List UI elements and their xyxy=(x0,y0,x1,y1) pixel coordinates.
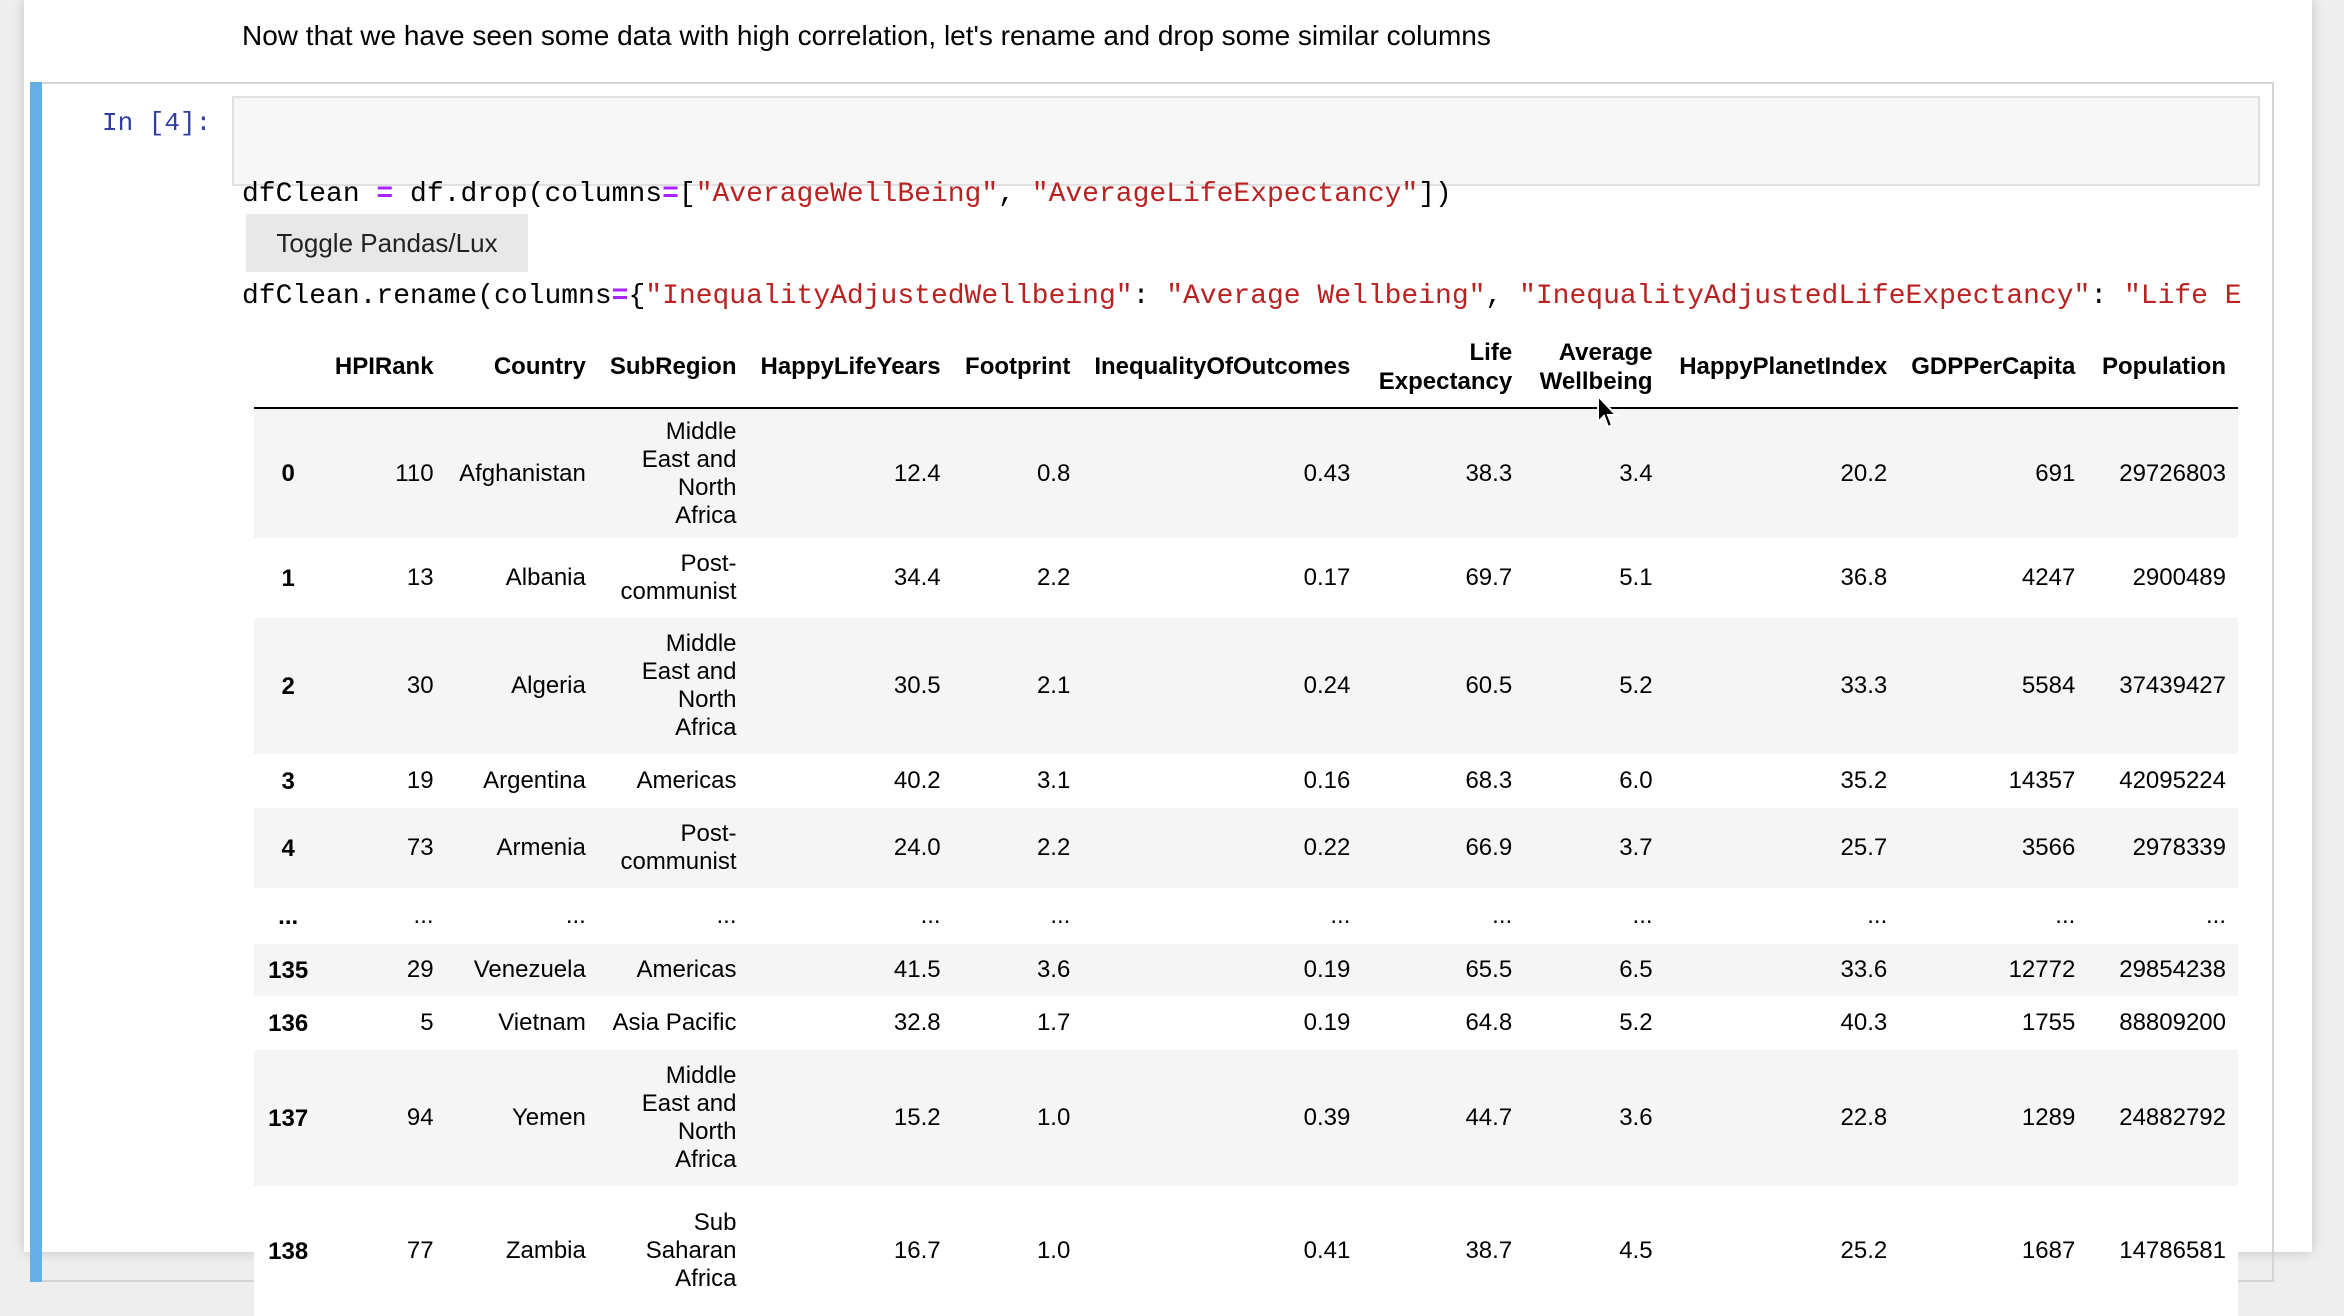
table-cell: Zambia xyxy=(505,1237,586,1264)
markdown-cell-text: Now that we have seen some data with high correlation, let's rename and drop some similar columns xyxy=(242,20,1491,51)
selected-cell-indicator xyxy=(30,82,42,1282)
table-cell: Post- communist xyxy=(620,550,737,605)
table-cell: 1.0 xyxy=(1036,1237,1071,1264)
header-row xyxy=(254,326,2238,408)
table-cell: 3.7 xyxy=(1619,834,1653,861)
table-cell: 3.4 xyxy=(1619,459,1653,487)
code-token: , xyxy=(998,179,1032,210)
table-cell: Post- communist xyxy=(620,820,737,875)
table-cell: 3566 xyxy=(2021,834,2076,861)
table-cell: 44.7 xyxy=(1465,1104,1513,1131)
table-cell: 33.3 xyxy=(1840,672,1888,699)
table-cell: 40.3 xyxy=(1840,1009,1888,1036)
table-cell: 2.2 xyxy=(1036,564,1071,591)
table-cell: Americas xyxy=(636,767,737,794)
table-cell: 0.19 xyxy=(1303,1009,1351,1036)
code-token: dfClean.rename(columns xyxy=(242,281,612,312)
code-string-token: "Life E xyxy=(2123,281,2242,312)
column-header: Country xyxy=(446,326,598,408)
table-row xyxy=(254,754,2238,808)
code-string-token: "AverageLifeExpectancy" xyxy=(1031,179,1419,210)
table-cell: 16.7 xyxy=(893,1237,941,1264)
table-cell: 29726803 xyxy=(2119,459,2226,487)
table-row xyxy=(254,1050,2238,1186)
table-cell: 2.1 xyxy=(1036,672,1071,699)
table-cell: 4247 xyxy=(2021,564,2076,591)
table-cell: Yemen xyxy=(512,1104,586,1131)
table-cell: 36.8 xyxy=(1840,564,1888,591)
table-cell: 0.43 xyxy=(1303,459,1351,487)
code-string-token: "Average Wellbeing" xyxy=(1166,281,1486,312)
table-cell: 1.7 xyxy=(1036,1009,1071,1036)
table-cell: 6.5 xyxy=(1619,956,1653,983)
table-cell: 4.5 xyxy=(1619,1237,1653,1264)
column-header: Population xyxy=(2087,326,2238,408)
table-cell: 12.4 xyxy=(893,459,941,487)
row-index: 137 xyxy=(268,1104,309,1132)
table-cell: 35.2 xyxy=(1840,767,1888,794)
table-cell: 38.7 xyxy=(1465,1237,1513,1264)
table-cell: 30.5 xyxy=(893,672,941,699)
column-header: Average Wellbeing xyxy=(1524,326,1664,408)
table-cell: 2978339 xyxy=(2132,834,2226,861)
table-cell: ... xyxy=(1867,902,1888,929)
table-cell: 691 xyxy=(2035,459,2076,487)
table-cell: 5.2 xyxy=(1619,1009,1653,1036)
table-cell: ... xyxy=(716,902,737,929)
table-cell: ... xyxy=(1632,902,1653,929)
table-cell: 110 xyxy=(395,459,434,487)
table-cell: 0.22 xyxy=(1303,834,1351,861)
table-cell: 0.39 xyxy=(1303,1104,1351,1131)
table-cell: 0.8 xyxy=(1036,459,1071,487)
input-prompt: In [4]: xyxy=(102,108,212,138)
table-header xyxy=(254,326,2238,408)
table-cell: 41.5 xyxy=(893,956,941,983)
table-cell: 14357 xyxy=(2008,767,2076,794)
index-header xyxy=(254,326,322,408)
table-cell: 77 xyxy=(406,1237,434,1264)
code-token: , xyxy=(1485,281,1520,312)
table-cell: 13 xyxy=(406,564,434,591)
table-row xyxy=(254,888,2238,944)
code-token: [ xyxy=(678,179,696,210)
row-index: 136 xyxy=(268,1009,309,1037)
table-cell: 25.2 xyxy=(1840,1237,1888,1264)
code-string-token: "AverageWellBeing" xyxy=(695,179,999,210)
table-cell: 5 xyxy=(420,1009,434,1036)
table-cell: 68.3 xyxy=(1465,767,1513,794)
table-cell: 22.8 xyxy=(1840,1104,1888,1131)
table-cell: 1289 xyxy=(2021,1104,2076,1131)
table-cell: Argentina xyxy=(483,767,586,794)
code-token: df.drop(columns xyxy=(393,179,663,210)
column-header: InequalityOfOutcomes xyxy=(1082,326,1362,408)
table-cell: Sub Saharan Africa xyxy=(645,1209,737,1292)
table-cell: 14786581 xyxy=(2119,1237,2226,1264)
table-cell: 30 xyxy=(406,672,434,699)
code-operator-token: = xyxy=(376,179,394,210)
table-row xyxy=(254,996,2238,1050)
table-cell: Albania xyxy=(505,564,586,591)
table-cell: Algeria xyxy=(511,672,586,699)
table-cell: ... xyxy=(413,902,434,929)
table-cell: 25.7 xyxy=(1840,834,1888,861)
code-token: { xyxy=(628,281,646,312)
table-cell: 0.41 xyxy=(1303,1237,1351,1264)
table-cell: Armenia xyxy=(496,834,586,861)
table-cell: 2.2 xyxy=(1036,834,1071,861)
table-cell: 64.8 xyxy=(1465,1009,1513,1036)
table-cell: 66.9 xyxy=(1465,834,1513,861)
code-string-token: "InequalityAdjustedLifeExpectancy" xyxy=(1519,281,2091,312)
table-cell: 73 xyxy=(406,834,434,861)
table-cell: 60.5 xyxy=(1465,672,1513,699)
code-token: ]) xyxy=(1418,179,1452,210)
table-cell: 19 xyxy=(406,767,434,794)
table-cell: ... xyxy=(565,902,586,929)
table-cell: 0.16 xyxy=(1303,767,1351,794)
code-token: : xyxy=(2090,281,2124,312)
table-cell: Americas xyxy=(636,956,737,983)
table-cell: Afghanistan xyxy=(459,459,586,487)
row-index: 0 xyxy=(281,460,295,487)
table-cell: 5584 xyxy=(2021,672,2076,699)
table-cell: 29854238 xyxy=(2119,956,2226,983)
row-index: 4 xyxy=(281,834,295,862)
dataframe-table xyxy=(254,326,2238,1316)
table-cell: 40.2 xyxy=(893,767,941,794)
table-cell: 29 xyxy=(406,956,434,983)
column-header: Life Expectancy xyxy=(1362,326,1524,408)
table-cell: 5.2 xyxy=(1619,672,1653,699)
mouse-cursor-icon xyxy=(1596,394,1618,430)
table-cell: 15.2 xyxy=(893,1104,941,1131)
table-cell: 37439427 xyxy=(2119,672,2226,699)
table-cell: 1.0 xyxy=(1036,1104,1071,1131)
table-cell: 32.8 xyxy=(893,1009,941,1036)
table-body xyxy=(254,408,2238,1316)
column-header: HappyPlanetIndex xyxy=(1665,326,1900,408)
table-cell: Vietnam xyxy=(498,1009,586,1036)
table-row xyxy=(254,944,2238,996)
row-index: 2 xyxy=(281,672,295,700)
table-cell: ... xyxy=(1492,902,1513,929)
table-cell: Middle East and North Africa xyxy=(641,630,737,741)
table-cell: 2900489 xyxy=(2132,564,2226,591)
toggle-pandas-lux-button[interactable]: Toggle Pandas/Lux xyxy=(246,214,528,272)
table-cell: 6.0 xyxy=(1619,767,1653,794)
table-row xyxy=(254,808,2238,888)
table-cell: 38.3 xyxy=(1465,459,1513,487)
column-header: HappyLifeYears xyxy=(749,326,953,408)
table-cell: Venezuela xyxy=(473,956,586,983)
table-cell: 42095224 xyxy=(2119,767,2226,794)
table-cell: ... xyxy=(2205,902,2226,929)
table-cell: 3.6 xyxy=(1619,1104,1653,1131)
table-cell: 1687 xyxy=(2021,1237,2076,1264)
table-cell: ... xyxy=(1050,902,1071,929)
table-cell: 65.5 xyxy=(1465,956,1513,983)
column-header: Footprint xyxy=(953,326,1083,408)
table-row xyxy=(254,408,2238,538)
code-operator-token: = xyxy=(662,179,679,210)
row-index: 135 xyxy=(268,956,309,984)
column-header: SubRegion xyxy=(598,326,749,408)
table-cell: 34.4 xyxy=(893,564,941,591)
column-header: HPIRank xyxy=(322,326,445,408)
table-cell: 0.24 xyxy=(1303,672,1351,699)
table-cell: Middle East and North Africa xyxy=(641,417,737,529)
table-cell: Middle East and North Africa xyxy=(641,1062,737,1173)
code-line-1 xyxy=(242,178,2250,212)
row-index: 1 xyxy=(281,564,295,592)
row-index: ... xyxy=(278,902,299,930)
table-cell: 5.1 xyxy=(1619,564,1653,591)
code-token: : xyxy=(1132,281,1167,312)
table-cell: 94 xyxy=(406,1104,434,1131)
code-operator-token: = xyxy=(611,281,629,312)
row-index: 138 xyxy=(268,1237,309,1265)
table-cell: 69.7 xyxy=(1465,564,1513,591)
table-cell: 24.0 xyxy=(893,834,941,861)
table-cell: 1755 xyxy=(2021,1009,2076,1036)
table-cell: 88809200 xyxy=(2119,1009,2226,1036)
code-string-token: "InequalityAdjustedWellbeing" xyxy=(645,281,1133,312)
code-token: dfClean xyxy=(242,179,377,210)
table-cell: ... xyxy=(1330,902,1351,929)
column-header: GDPPerCapita xyxy=(1899,326,2087,408)
table-cell: 0.17 xyxy=(1303,564,1351,591)
table-row xyxy=(254,1186,2238,1316)
table-cell: 24882792 xyxy=(2119,1104,2226,1131)
table-cell: ... xyxy=(920,902,941,929)
table-cell: ... xyxy=(2055,902,2076,929)
table-cell: 0.19 xyxy=(1303,956,1351,983)
table-cell: 3.6 xyxy=(1036,956,1071,983)
table-cell: 20.2 xyxy=(1840,459,1888,487)
table-row xyxy=(254,538,2238,618)
table-cell: 3.1 xyxy=(1036,767,1071,794)
table-cell: Asia Pacific xyxy=(612,1009,737,1036)
table-cell: 33.6 xyxy=(1840,956,1888,983)
table-cell: 12772 xyxy=(2008,956,2076,983)
code-line-2 xyxy=(242,280,2250,314)
table-row xyxy=(254,618,2238,754)
row-index: 3 xyxy=(281,767,295,795)
